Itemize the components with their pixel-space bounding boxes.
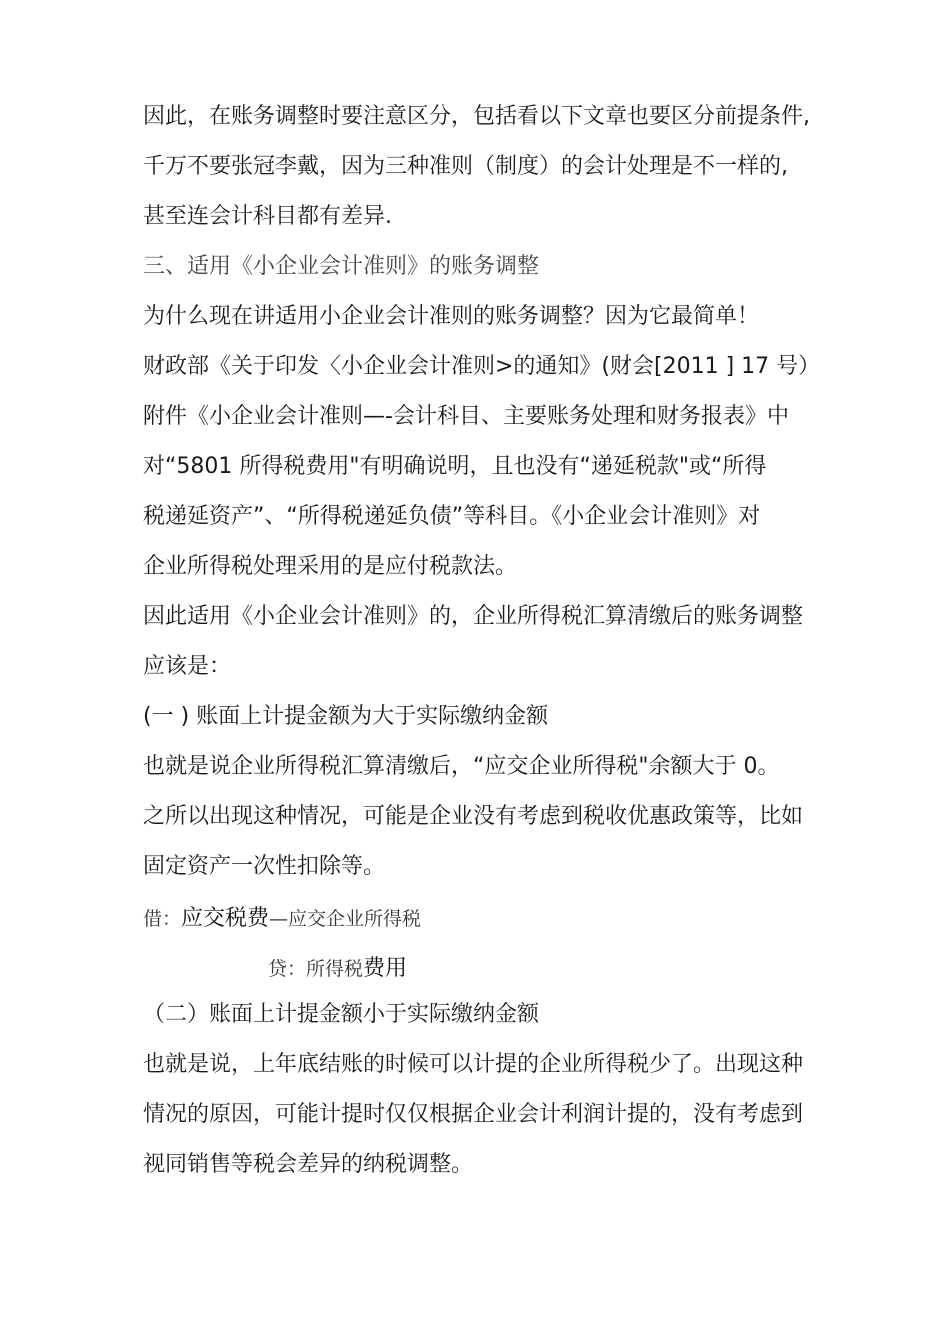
- paragraph-line: 应该是：: [143, 654, 232, 679]
- paragraph-line: 固定资产一次性扣除等。: [143, 854, 386, 879]
- paragraph-line: 千万不要张冠李戴，因为三种准则（制度）的会计处理是不一样的,: [143, 154, 788, 179]
- journal-entry-debit: [143, 904, 421, 934]
- subsection-heading: (一 ) 账面上计提金额为大于实际缴纳金额: [143, 704, 549, 729]
- paragraph-line: 为什么现在讲适用小企业会计准则的账务调整？因为它最简单！: [143, 304, 760, 329]
- paragraph-line: 也就是说，上年底结账的时候可以计提的企业所得税少了。出现这种: [143, 1052, 804, 1077]
- debit-subaccount: —应交企业所得税: [269, 908, 422, 930]
- credit-prefix: 贷：: [268, 958, 307, 980]
- paragraph-line: 对“5801 所得税费用"有明确说明，且也没有“递延税款"或“所得: [143, 454, 767, 479]
- paragraph-line: 财政部《关于印发〈小企业会计准则>的通知》(财会[2011 ] 17 号）: [143, 354, 821, 379]
- debit-account: 应交税费: [181, 906, 270, 931]
- credit-subaccount: 费用: [363, 956, 408, 981]
- credit-account: 所得税: [306, 958, 364, 980]
- paragraph-line: 情况的原因，可能计提时仅仅根据企业会计利润计提的，没有考虑到: [143, 1102, 804, 1127]
- paragraph-line: 视同销售等税会差异的纳税调整。: [143, 1152, 474, 1177]
- paragraph-line: 附件《小企业会计准则—-会计科目、主要账务处理和财务报表》中: [143, 404, 789, 429]
- paragraph-line: 也就是说企业所得税汇算清缴后，“应交企业所得税"余额大于 0。: [143, 754, 780, 779]
- debit-prefix: 借：: [143, 908, 182, 930]
- subsection-heading: （二）账面上计提金额小于实际缴纳金额: [143, 1002, 540, 1027]
- paragraph-line: 因此适用《小企业会计准则》的，企业所得税汇算清缴后的账务调整: [143, 604, 804, 629]
- paragraph-line: 之所以出现这种情况，可能是企业没有考虑到税收优惠政策等，比如: [143, 804, 804, 829]
- paragraph-line: 因此，在账务调整时要注意区分，包括看以下文章也要区分前提条件,: [143, 104, 810, 129]
- paragraph-line: 甚至连会计科目都有差异.: [143, 204, 392, 229]
- paragraph-line: 企业所得税处理采用的是应付税款法。: [143, 554, 518, 579]
- section-heading: 三、适用《小企业会计准则》的账务调整: [143, 254, 540, 279]
- journal-entry-credit: [268, 954, 407, 984]
- paragraph-line: 税递延资产”、“所得税递延负债”等科目。《小企业会计准则》对: [143, 504, 761, 529]
